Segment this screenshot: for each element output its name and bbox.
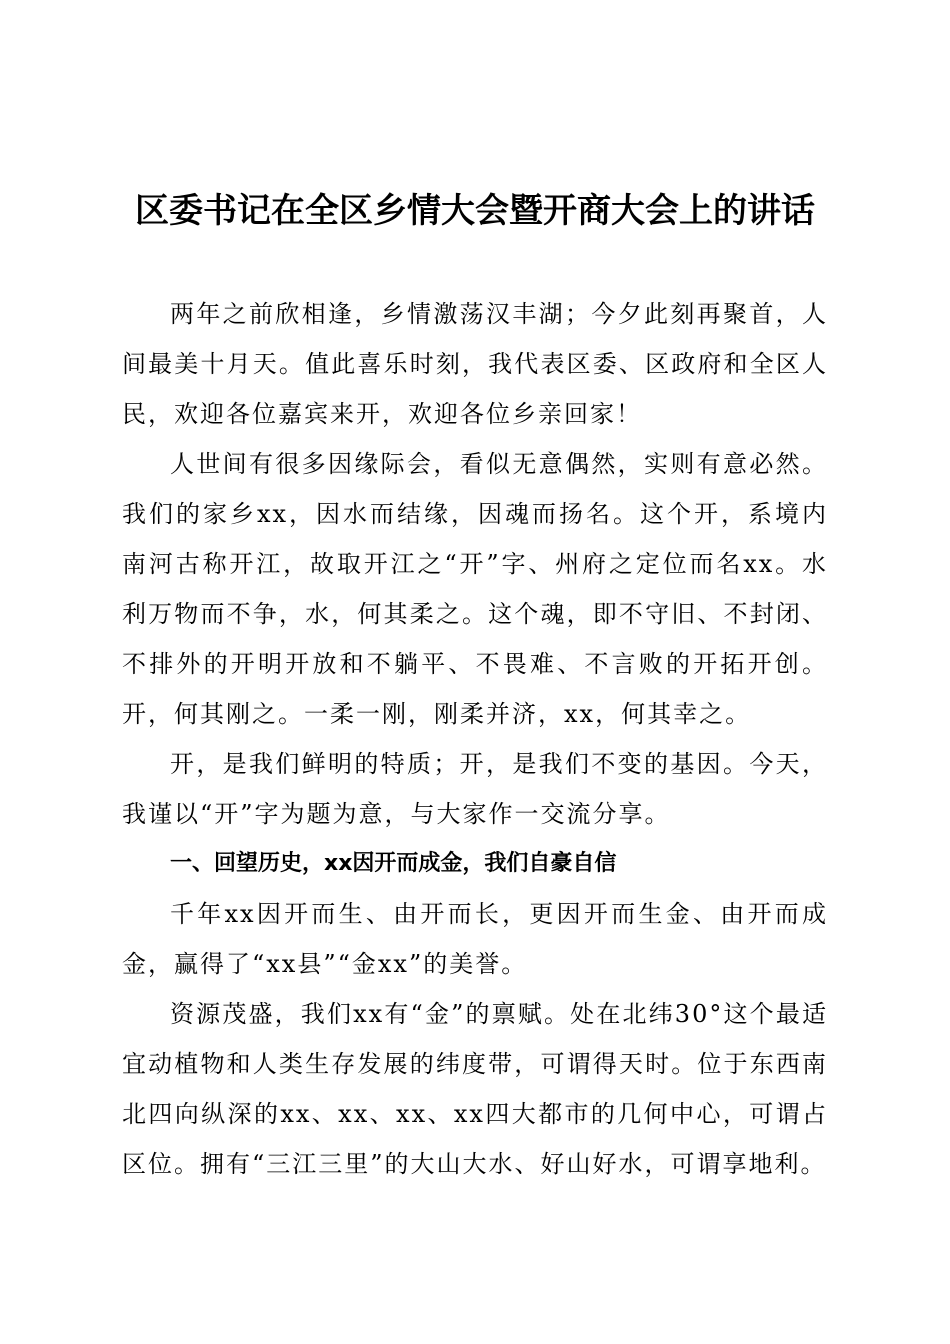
paragraph-history: 千年xx因开而生、由开而长，更因开而生金、由开而成金，赢得了“xx县”“金xx”的美誉。 [122,900,828,978]
document-body [122,289,828,1189]
paragraph-origin: 人世间有很多因缘际会，看似无意偶然，实则有意必然。我们的家乡xx，因水而结缘，因魂而扬名。这个开，系境内南河古称开江，故取开江之“开”字、州府之定位而名xx。水利万物而不争，水，何其柔之。这个魂，即不守旧、不封闭、不排外的开明开放和不躺平、不畏难、不言败的开拓开创。开，何其刚之。一柔一刚，刚柔并济，xx，何其幸之。 [122,450,828,728]
paragraph-resources: 资源茂盛，我们xx有“金”的禀赋。处在北纬30°这个最适宜动植物和人类生存发展的纬度带，可谓得天时。位于东西南北四向纵深的xx、xx、xx、xx四大都市的几何中心，可谓占区位。拥有“三江三里”的大山大水、好山好水，可谓享地利。 [122,1000,828,1178]
paragraph-welcome: 两年之前欣相逢，乡情激荡汉丰湖；今夕此刻再聚首，人间最美十月天。值此喜乐时刻，我代表区委、区政府和全区人民，欢迎各位嘉宾来开，欢迎各位乡亲回家！ [122,300,828,428]
paragraph-theme: 开，是我们鲜明的特质；开，是我们不变的基因。今天，我谨以“开”字为题为意，与大家作一交流分享。 [122,750,828,828]
document-title: 区委书记在全区乡情大会暨开商大会上的讲话 [135,191,815,231]
section-heading: 一、回望历史，xx因开而成金，我们自豪自信 [170,851,617,876]
